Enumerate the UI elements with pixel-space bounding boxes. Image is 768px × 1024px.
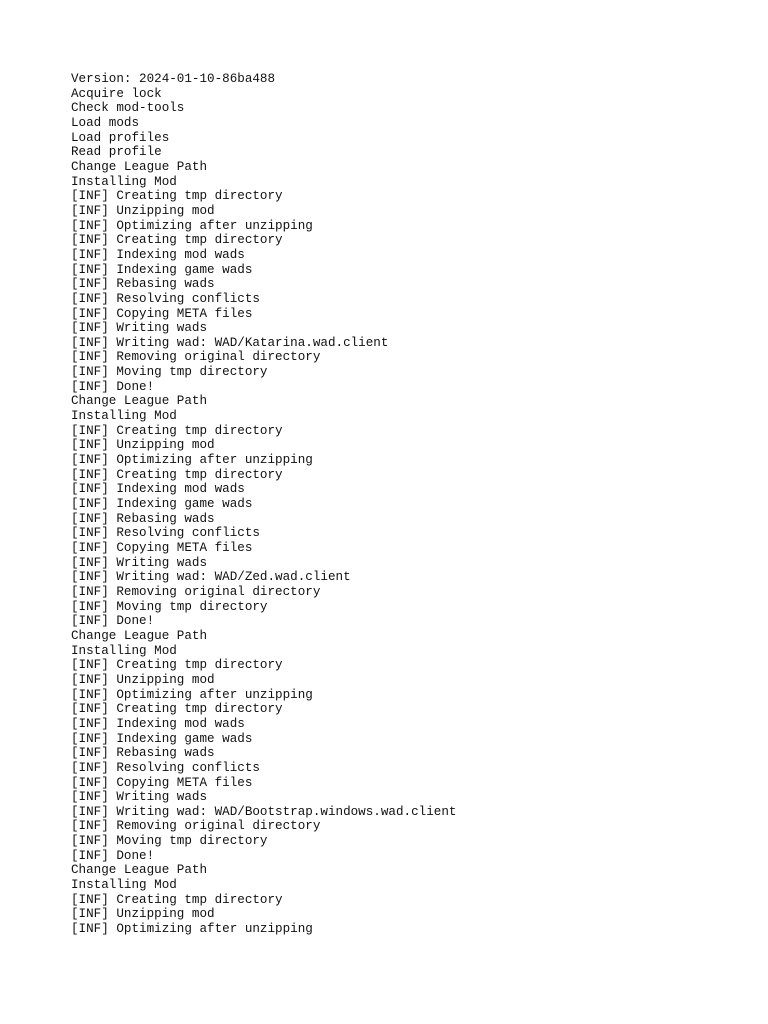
log-line: [INF] Writing wad: WAD/Katarina.wad.client	[71, 335, 389, 350]
log-line: [INF] Resolving conflicts	[71, 760, 260, 775]
log-line: Change League Path	[71, 628, 208, 643]
log-line: [INF] Moving tmp directory	[71, 365, 268, 380]
log-line: Installing Mod	[71, 878, 177, 893]
log-line: Change League Path	[71, 394, 208, 409]
log-line: [INF] Done!	[71, 379, 155, 394]
log-line: [INF] Rebasing wads	[71, 746, 215, 761]
log-line: [INF] Indexing game wads	[71, 262, 253, 277]
log-line: [INF] Creating tmp directory	[71, 658, 283, 673]
log-line: [INF] Removing original directory	[71, 584, 321, 599]
log-line: [INF] Unzipping mod	[71, 672, 215, 687]
log-line: Load mods	[71, 115, 140, 130]
log-line: Change League Path	[71, 159, 208, 174]
log-line: [INF] Writing wads	[71, 555, 208, 570]
log-line: [INF] Resolving conflicts	[71, 291, 260, 306]
log-line: [INF] Optimizing after unzipping	[71, 687, 313, 702]
log-line: [INF] Copying META files	[71, 541, 253, 555]
log-line: [INF] Indexing mod wads	[71, 716, 245, 731]
log-line: [INF] Writing wads	[71, 790, 208, 805]
log-line: [INF] Unzipping mod	[71, 203, 215, 218]
log-line: [INF] Resolving conflicts	[71, 526, 260, 541]
log-line: [INF] Removing original directory	[71, 819, 321, 834]
log-line: Installing Mod	[71, 409, 177, 424]
log-line: Version: 2024-01-10-86ba488	[71, 72, 276, 86]
log-line: Load profiles	[71, 130, 170, 145]
log-line: [INF] Copying META files	[71, 306, 253, 321]
log-line: Read profile	[71, 145, 162, 160]
log-line: [INF] Unzipping mod	[71, 907, 215, 922]
log-line: [INF] Rebasing wads	[71, 277, 215, 292]
log-line: [INF] Writing wad: WAD/Bootstrap.windows.wad.client	[71, 804, 457, 819]
log-line: [INF] Creating tmp directory	[71, 467, 283, 482]
log-line: Change League Path	[71, 863, 208, 878]
log-line: [INF] Unzipping mod	[71, 438, 215, 453]
log-line: [INF] Creating tmp directory	[71, 233, 283, 248]
log-line: [INF] Optimizing after unzipping	[71, 453, 313, 468]
log-line: [INF] Moving tmp directory	[71, 834, 268, 849]
log-line: [INF] Moving tmp directory	[71, 599, 268, 614]
log-line: Installing Mod	[71, 174, 177, 189]
log-line: [INF] Removing original directory	[71, 350, 321, 365]
log-line: [INF] Optimizing after unzipping	[71, 922, 313, 937]
log-line: [INF] Writing wads	[71, 321, 208, 336]
log-line: [INF] Writing wad: WAD/Zed.wad.client	[71, 570, 351, 585]
log-line: Check mod-tools	[71, 101, 185, 116]
log-line: [INF] Done!	[71, 614, 155, 629]
log-output	[71, 72, 751, 937]
log-line: [INF] Copying META files	[71, 775, 253, 790]
log-line: [INF] Indexing game wads	[71, 731, 253, 746]
log-line: Acquire lock	[71, 86, 162, 101]
log-line: [INF] Creating tmp directory	[71, 892, 283, 907]
log-line: [INF] Done!	[71, 848, 155, 863]
log-line: [INF] Rebasing wads	[71, 511, 215, 526]
log-line: [INF] Indexing mod wads	[71, 247, 245, 262]
log-line: [INF] Optimizing after unzipping	[71, 218, 313, 233]
log-line: [INF] Indexing mod wads	[71, 482, 245, 497]
log-line: Installing Mod	[71, 643, 177, 658]
log-line: [INF] Creating tmp directory	[71, 423, 283, 438]
log-line: [INF] Creating tmp directory	[71, 702, 283, 717]
log-line: [INF] Creating tmp directory	[71, 189, 283, 204]
log-line: [INF] Indexing game wads	[71, 497, 253, 512]
